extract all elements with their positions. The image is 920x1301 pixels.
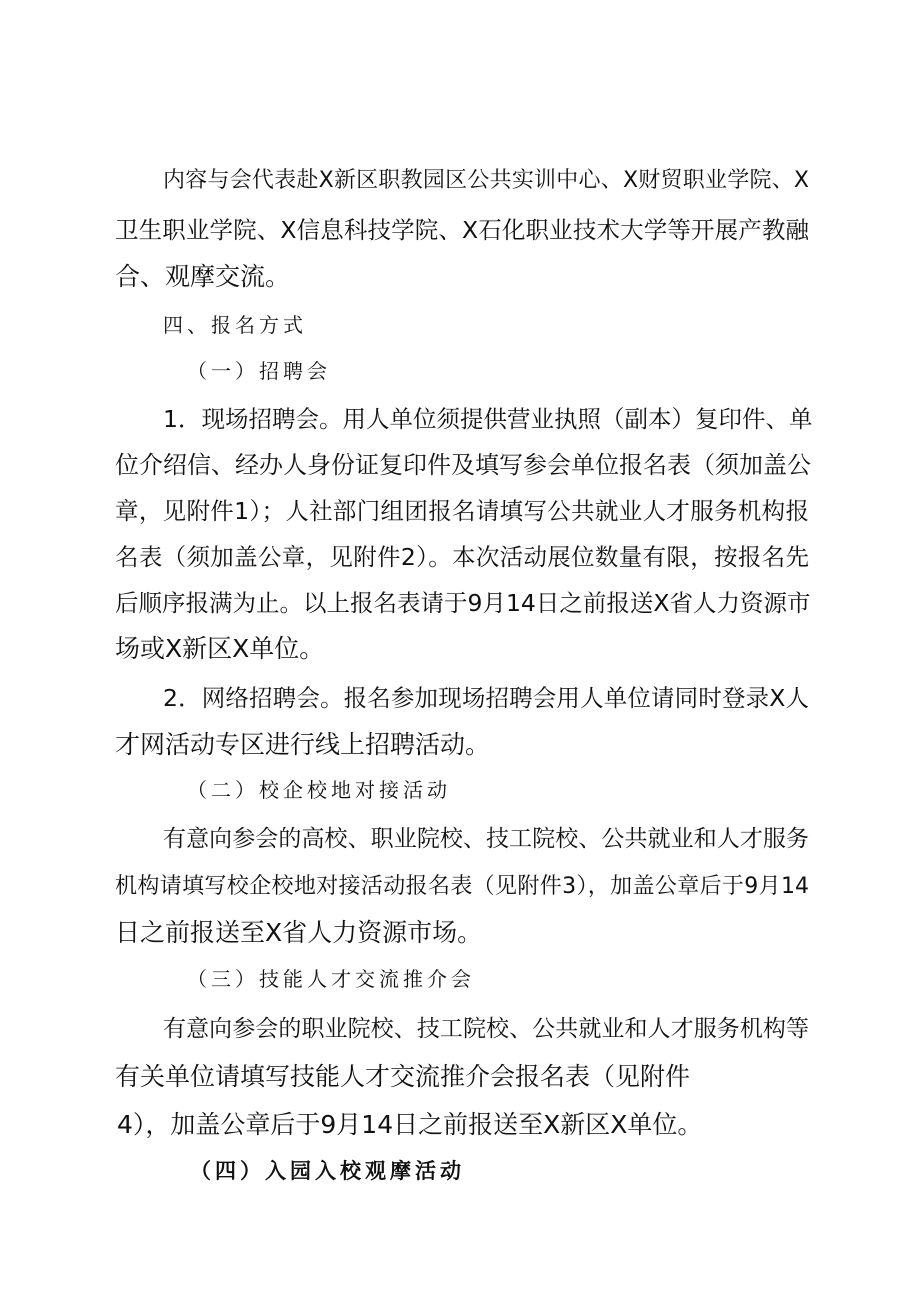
sub2-line-3: 日之前报送至X省人力资源市场。 bbox=[115, 918, 483, 947]
item1-line-6: 场或X新区X单位。 bbox=[115, 634, 325, 663]
sub3-line-2: 有关单位请填写技能人才交流推介会报名表（见附件 bbox=[115, 1062, 691, 1091]
item1-line-3: 章，见附件1）；人社部门组团报名请填写公共就业人才服务机构报 bbox=[115, 497, 809, 525]
subheading-campus-visit: （四）入园入校观摩活动 bbox=[190, 1158, 465, 1183]
item1-line-4: 名表（须加盖公章，见附件2）。本次活动展位数量有限，按报名先 bbox=[115, 543, 809, 571]
item2-line-2: 才网活动专区进行线上招聘活动。 bbox=[115, 730, 491, 759]
intro-line-2: 卫生职业学院、X信息科技学院、X石化职业技术大学等开展产教融 bbox=[115, 216, 809, 244]
item1-line-5: 后顺序报满为止。以上报名表请于9月14日之前报送X省人力资源市 bbox=[115, 589, 811, 617]
subheading-skills-talent: （三）技能人才交流推介会 bbox=[187, 967, 475, 991]
subheading-school-enterprise: （二）校企校地对接活动 bbox=[187, 778, 451, 802]
subheading-job-fair: （一）招聘会 bbox=[187, 359, 331, 383]
sub2-line-2: 机构请填写校企校地对接活动报名表（见附件3），加盖公章后于9月14 bbox=[115, 874, 809, 899]
section-heading-registration: 四、报名方式 bbox=[163, 313, 307, 337]
item1-line-1: 1．现场招聘会。用人单位须提供营业执照（副本）复印件、单 bbox=[163, 405, 813, 433]
sub3-line-1: 有意向参会的职业院校、技工院校、公共就业和人才服务机构等 bbox=[163, 1016, 809, 1042]
intro-line-3: 合、观摩交流。 bbox=[115, 262, 291, 291]
sub2-line-1: 有意向参会的高校、职业院校、技工院校、公共就业和人才服务 bbox=[163, 826, 809, 852]
item2-line-1: 2．网络招聘会。报名参加现场招聘会用人单位请同时登录X人 bbox=[163, 684, 809, 712]
intro-line-1: 内容与会代表赴X新区职教园区公共实训中心、X财贸职业学院、X bbox=[163, 168, 809, 193]
item1-line-2: 位介绍信、经办人身份证复印件及填写参会单位报名表（须加盖公 bbox=[115, 451, 811, 479]
sub3-line-3: 4），加盖公章后于9月14日之前报送至X新区X单位。 bbox=[117, 1110, 703, 1139]
